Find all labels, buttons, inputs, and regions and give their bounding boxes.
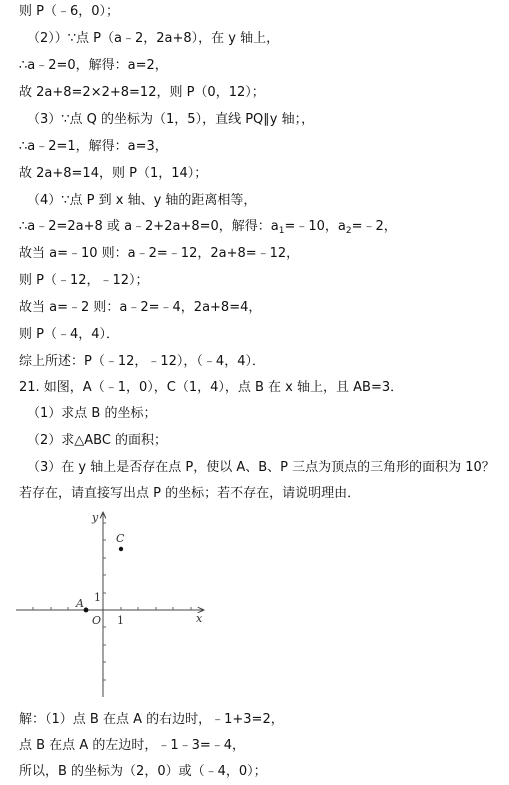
- text-fragment: ∴a﹣2=2a+8 或 a﹣2+2a+8=0，解得：a: [19, 219, 279, 234]
- text-fragment: =﹣2，: [351, 219, 397, 234]
- x-tick-label: 1: [117, 614, 124, 627]
- y-axis-label: y: [92, 511, 99, 524]
- text-line: 则 P（﹣4，4）．: [19, 327, 120, 342]
- x-axis-label: x: [196, 612, 203, 625]
- text-line: （3）∵点 Q 的坐标为（1，5），直线 PQ∥y 轴；，: [27, 112, 315, 127]
- subscript: 2: [345, 226, 352, 236]
- solution-line: 所以，B 的坐标为（2，0）或（﹣4，0）；: [19, 764, 267, 779]
- text-line: 故 2a+8=2×2+8=12，则 P（0，12）；: [19, 85, 265, 100]
- question-part-2: （2）求△ABC 的面积；: [27, 433, 168, 448]
- text-line: （2））∵点 P（a﹣2，2a+8），在 y 轴上，: [27, 31, 280, 46]
- text-line: 故当 a=﹣10 则：a﹣2=﹣12，2a+8=﹣12，: [19, 246, 300, 261]
- text-line: 若存在，请直接写出点 P 的坐标；若不存在，请说明理由．: [19, 486, 361, 501]
- origin-label: O: [92, 614, 102, 627]
- text-line: （4）∵点 P 到 x 轴、y 轴的距离相等，: [27, 193, 257, 208]
- coordinate-figure: [14, 509, 214, 701]
- point-c: [119, 547, 123, 551]
- question-part-3: （3）在 y 轴上是否存在点 P，使以 A、B、P 三点为顶点的三角形的面积为 10？: [27, 460, 495, 475]
- text-fragment: =﹣10，a: [284, 219, 346, 234]
- question-part-1: （1）求点 B 的坐标；: [27, 406, 157, 421]
- text-line: 综上所述：P（﹣12，﹣12），（﹣4，4）．: [19, 354, 265, 369]
- solution-line: 点 B 在点 A 的左边时，﹣1﹣3=﹣4，: [19, 738, 246, 753]
- point-a: [84, 608, 89, 613]
- text-line: 故 2a+8=14，则 P（1，14）；: [19, 166, 208, 181]
- y-tick-label: 1: [94, 591, 101, 604]
- question-21-title: 21. 如图，A（﹣1，0），C（1，4），点 B 在 x 轴上，且 AB=3．: [19, 380, 404, 395]
- point-a-label: A: [76, 597, 84, 610]
- text-line: ∴a﹣2=1，解得：a=3，: [19, 139, 168, 154]
- solution-line: 解：（1）点 B 在点 A 的右边时，﹣1+3=2，: [19, 712, 284, 727]
- text-line: 则 P（﹣6，0）；: [19, 4, 120, 19]
- point-c-label: C: [116, 532, 125, 545]
- text-line-with-subscripts: [19, 218, 397, 236]
- text-line: 则 P（﹣12，﹣12）；: [19, 273, 149, 288]
- text-line: 故当 a=﹣2 则：a﹣2=﹣4，2a+8=4，: [19, 300, 262, 315]
- subscript: 1: [278, 226, 285, 236]
- text-line: ∴a﹣2=0，解得：a=2，: [19, 58, 168, 73]
